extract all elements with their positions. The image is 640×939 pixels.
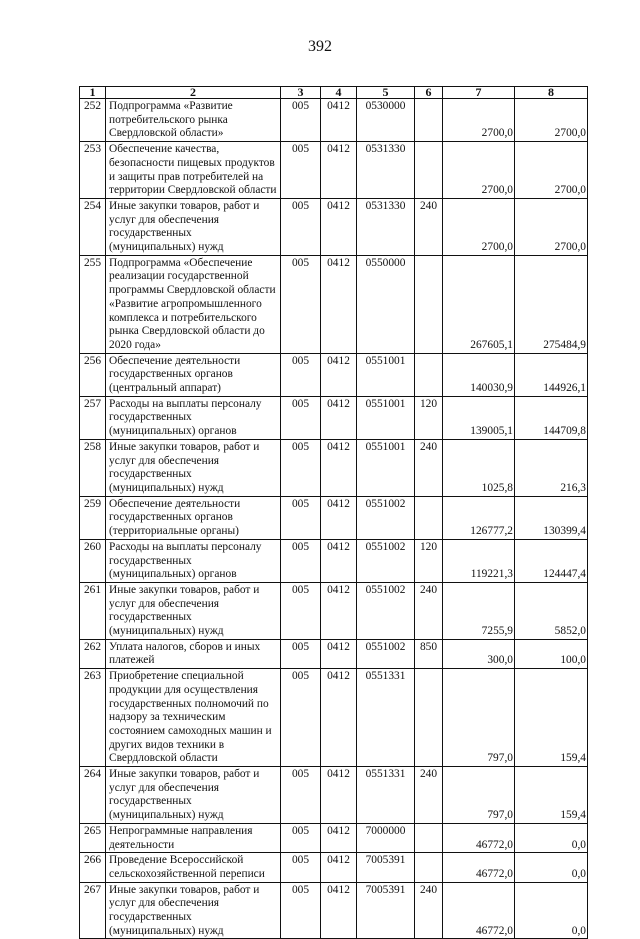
row-code-3: 005 (281, 639, 321, 668)
row-code-4: 0412 (321, 582, 357, 639)
row-code-3: 005 (281, 669, 321, 767)
row-amount-7: 2700,0 (443, 142, 515, 199)
row-amount-8: 100,0 (515, 639, 588, 668)
row-code-3: 005 (281, 198, 321, 255)
row-code-3: 005 (281, 823, 321, 852)
row-code-4: 0412 (321, 639, 357, 668)
row-code-5: 0551002 (357, 539, 415, 582)
row-number: 263 (80, 669, 106, 767)
table-body (80, 99, 588, 939)
row-code-4: 0412 (321, 496, 357, 539)
row-amount-8: 2700,0 (515, 142, 588, 199)
row-name: Проведение Всероссийской сельскохозяйственной переписи (106, 853, 281, 882)
row-name: Расходы на выплаты персоналу государственных (муниципальных) органов (106, 396, 281, 439)
row-name: Обеспечение качества, безопасности пищевых продуктов и защиты прав потребителей на территории Свердловской области (106, 142, 281, 199)
row-code-5: 0531330 (357, 142, 415, 199)
table-row (80, 99, 588, 142)
row-amount-8: 2700,0 (515, 198, 588, 255)
row-amount-8: 159,4 (515, 669, 588, 767)
table-row (80, 767, 588, 824)
row-code-5: 0551002 (357, 639, 415, 668)
row-code-6 (415, 255, 443, 353)
row-amount-7: 7255,9 (443, 582, 515, 639)
row-name: Иные закупки товаров, работ и услуг для обеспечения государственных (муниципальных) нужд (106, 882, 281, 939)
table-row (80, 198, 588, 255)
row-code-6 (415, 353, 443, 396)
page-number: 392 (308, 38, 332, 55)
row-code-3: 005 (281, 439, 321, 496)
row-code-4: 0412 (321, 823, 357, 852)
row-amount-7: 139005,1 (443, 396, 515, 439)
row-number: 257 (80, 396, 106, 439)
row-code-5: 0550000 (357, 255, 415, 353)
row-code-5: 0551001 (357, 439, 415, 496)
table-row (80, 439, 588, 496)
row-amount-7: 797,0 (443, 767, 515, 824)
row-number: 259 (80, 496, 106, 539)
row-amount-7: 46772,0 (443, 853, 515, 882)
row-code-4: 0412 (321, 353, 357, 396)
row-amount-8: 5852,0 (515, 582, 588, 639)
row-name: Непрограммные направления деятельности (106, 823, 281, 852)
row-number: 256 (80, 353, 106, 396)
row-amount-8: 0,0 (515, 853, 588, 882)
row-number: 265 (80, 823, 106, 852)
header-row (80, 87, 588, 99)
row-code-3: 005 (281, 853, 321, 882)
row-code-3: 005 (281, 353, 321, 396)
row-code-6: 120 (415, 396, 443, 439)
row-code-3: 005 (281, 99, 321, 142)
row-code-4: 0412 (321, 539, 357, 582)
row-amount-8: 144709,8 (515, 396, 588, 439)
row-code-6: 240 (415, 582, 443, 639)
row-amount-7: 46772,0 (443, 823, 515, 852)
row-name: Приобретение специальной продукции для осуществления государственных полномочий по надзору за техническим состоянием самоходных машин и других видов техники в Свердловской области (106, 669, 281, 767)
col-header-7: 7 (443, 87, 515, 99)
row-name: Подпрограмма «Развитие потребительского рынка Свердловской области» (106, 99, 281, 142)
row-code-5: 0551001 (357, 353, 415, 396)
row-amount-8: 130399,4 (515, 496, 588, 539)
row-code-6: 240 (415, 439, 443, 496)
row-code-3: 005 (281, 582, 321, 639)
row-number: 255 (80, 255, 106, 353)
row-code-5: 0551002 (357, 582, 415, 639)
row-code-5: 0551001 (357, 396, 415, 439)
row-code-4: 0412 (321, 99, 357, 142)
row-amount-7: 140030,9 (443, 353, 515, 396)
row-number: 258 (80, 439, 106, 496)
budget-table (79, 86, 588, 939)
row-code-6: 240 (415, 198, 443, 255)
table-row (80, 142, 588, 199)
row-code-5: 7005391 (357, 882, 415, 939)
row-amount-8: 0,0 (515, 882, 588, 939)
row-code-6: 850 (415, 639, 443, 668)
row-code-3: 005 (281, 767, 321, 824)
row-amount-8: 275484,9 (515, 255, 588, 353)
col-header-8: 8 (515, 87, 588, 99)
row-code-6 (415, 669, 443, 767)
row-amount-7: 126777,2 (443, 496, 515, 539)
row-code-5: 0551331 (357, 669, 415, 767)
row-number: 260 (80, 539, 106, 582)
row-code-4: 0412 (321, 142, 357, 199)
row-name: Уплата налогов, сборов и иных платежей (106, 639, 281, 668)
row-amount-7: 2700,0 (443, 198, 515, 255)
row-name: Иные закупки товаров, работ и услуг для обеспечения государственных (муниципальных) нужд (106, 439, 281, 496)
table-row (80, 669, 588, 767)
table-row (80, 496, 588, 539)
row-code-3: 005 (281, 882, 321, 939)
row-code-4: 0412 (321, 669, 357, 767)
row-code-4: 0412 (321, 439, 357, 496)
table-row (80, 853, 588, 882)
row-amount-8: 124447,4 (515, 539, 588, 582)
col-header-2: 2 (106, 87, 281, 99)
row-amount-7: 2700,0 (443, 99, 515, 142)
table-row (80, 353, 588, 396)
row-amount-7: 119221,3 (443, 539, 515, 582)
row-number: 252 (80, 99, 106, 142)
row-code-6 (415, 823, 443, 852)
table-row (80, 639, 588, 668)
row-code-6 (415, 853, 443, 882)
row-code-4: 0412 (321, 396, 357, 439)
row-amount-8: 2700,0 (515, 99, 588, 142)
row-amount-7: 1025,8 (443, 439, 515, 496)
row-name: Обеспечение деятельности государственных органов (центральный аппарат) (106, 353, 281, 396)
row-code-4: 0412 (321, 198, 357, 255)
row-code-3: 005 (281, 539, 321, 582)
table-row (80, 255, 588, 353)
row-number: 253 (80, 142, 106, 199)
col-header-4: 4 (321, 87, 357, 99)
row-code-3: 005 (281, 142, 321, 199)
row-code-3: 005 (281, 496, 321, 539)
col-header-3: 3 (281, 87, 321, 99)
row-code-5: 0551331 (357, 767, 415, 824)
row-code-6: 120 (415, 539, 443, 582)
row-number: 267 (80, 882, 106, 939)
row-code-4: 0412 (321, 255, 357, 353)
col-header-6: 6 (415, 87, 443, 99)
row-amount-7: 300,0 (443, 639, 515, 668)
row-name: Обеспечение деятельности государственных органов (территориальные органы) (106, 496, 281, 539)
row-name: Иные закупки товаров, работ и услуг для обеспечения государственных (муниципальных) нужд (106, 198, 281, 255)
row-number: 254 (80, 198, 106, 255)
row-code-3: 005 (281, 255, 321, 353)
row-code-6 (415, 496, 443, 539)
row-name: Иные закупки товаров, работ и услуг для обеспечения государственных (муниципальных) нужд (106, 767, 281, 824)
row-code-4: 0412 (321, 882, 357, 939)
table-row (80, 539, 588, 582)
row-name: Иные закупки товаров, работ и услуг для обеспечения государственных (муниципальных) нужд (106, 582, 281, 639)
row-amount-7: 797,0 (443, 669, 515, 767)
row-code-6: 240 (415, 767, 443, 824)
table-row (80, 582, 588, 639)
table-row (80, 396, 588, 439)
row-number: 261 (80, 582, 106, 639)
row-number: 264 (80, 767, 106, 824)
row-code-5: 7005391 (357, 853, 415, 882)
row-code-5: 0531330 (357, 198, 415, 255)
table-row (80, 823, 588, 852)
row-code-5: 7000000 (357, 823, 415, 852)
row-code-5: 0530000 (357, 99, 415, 142)
row-amount-8: 0,0 (515, 823, 588, 852)
row-number: 266 (80, 853, 106, 882)
col-header-5: 5 (357, 87, 415, 99)
row-amount-8: 144926,1 (515, 353, 588, 396)
row-amount-7: 267605,1 (443, 255, 515, 353)
row-amount-8: 159,4 (515, 767, 588, 824)
row-code-4: 0412 (321, 767, 357, 824)
row-code-6 (415, 142, 443, 199)
row-code-5: 0551002 (357, 496, 415, 539)
row-amount-7: 46772,0 (443, 882, 515, 939)
row-name: Расходы на выплаты персоналу государственных (муниципальных) органов (106, 539, 281, 582)
row-number: 262 (80, 639, 106, 668)
row-amount-8: 216,3 (515, 439, 588, 496)
table-row (80, 882, 588, 939)
col-header-1: 1 (80, 87, 106, 99)
row-code-3: 005 (281, 396, 321, 439)
row-code-4: 0412 (321, 853, 357, 882)
row-code-6: 240 (415, 882, 443, 939)
row-name: Подпрограмма «Обеспечение реализации государственной программы Свердловской области «Развитие агропромышленного комплекса и потребительского рынка Свердловской области до 2020 года» (106, 255, 281, 353)
row-code-6 (415, 99, 443, 142)
